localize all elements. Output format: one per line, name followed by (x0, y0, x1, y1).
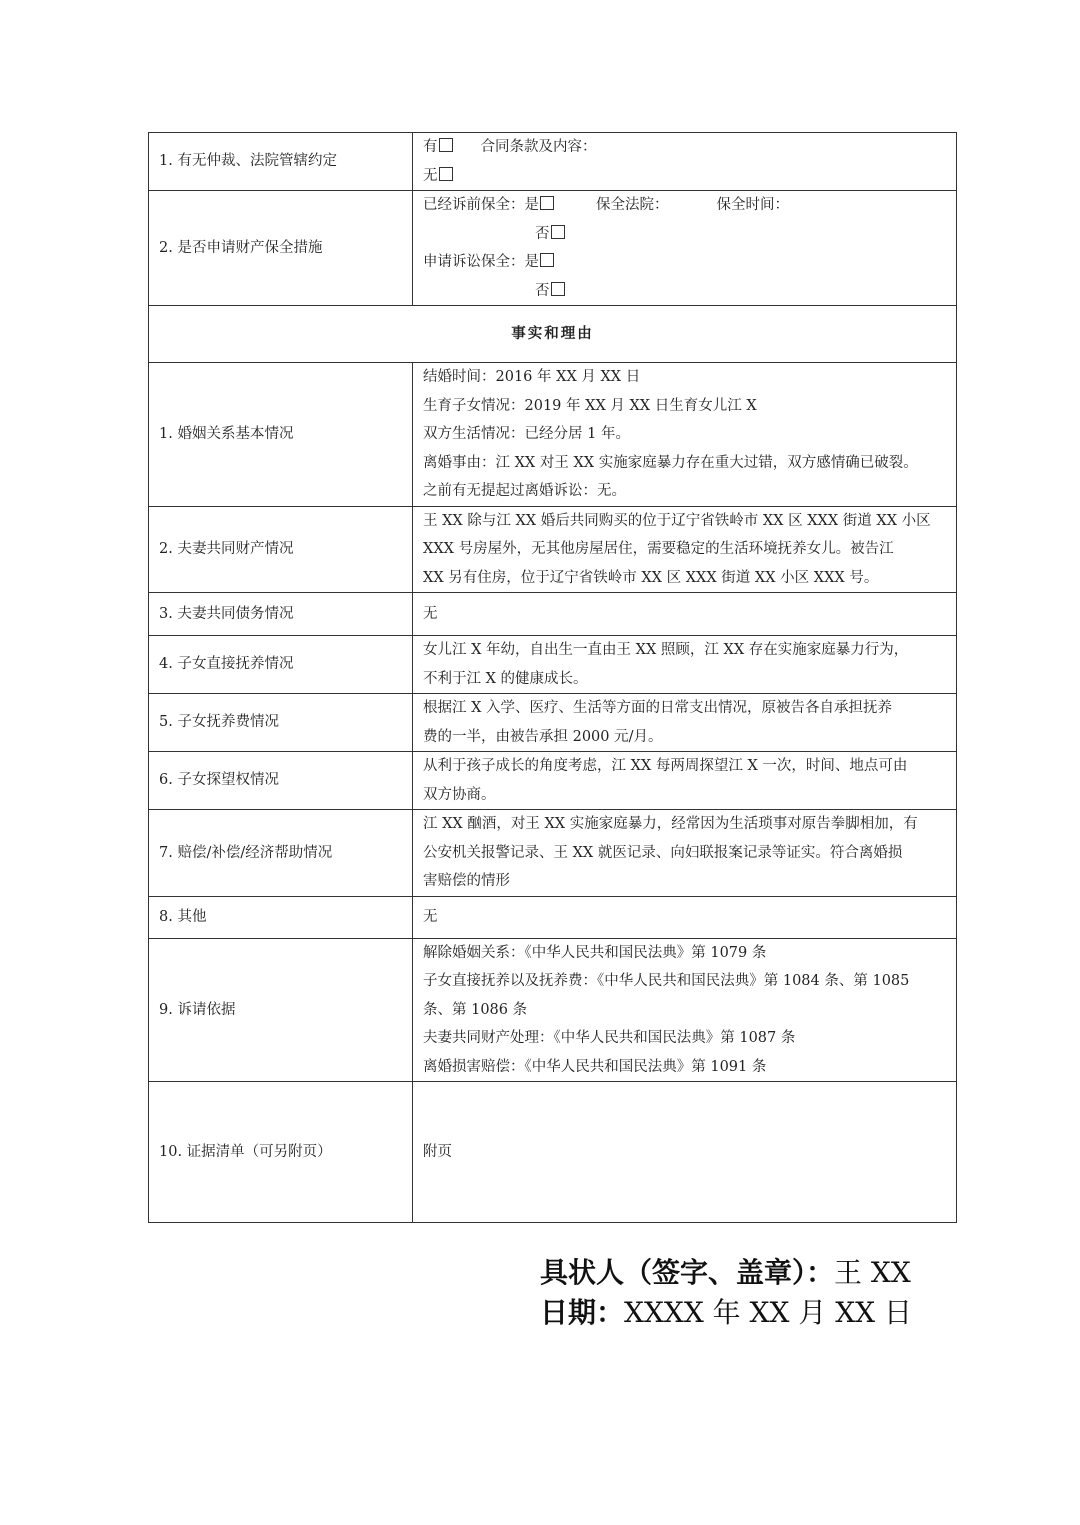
content-line: 双方协商。 (423, 786, 496, 803)
row-content (413, 810, 957, 897)
row-content (413, 363, 957, 507)
content-line: 结婚时间：2016 年 XX 月 XX 日 (423, 369, 641, 385)
complaint-form-table (148, 132, 957, 1223)
facts-heading-row (149, 306, 957, 363)
signer-line (540, 1253, 912, 1293)
checkbox-litig-yes[interactable] (540, 253, 554, 267)
row-label: 3. 夫妻共同债务情况 (149, 593, 413, 636)
content-line: 江 XX 酗酒，对王 XX 实施家庭暴力，经常因为生活琐事对原告拳脚相加，有 (423, 816, 918, 832)
table-row (149, 636, 957, 694)
contract-clause-label: 合同条款及内容： (480, 139, 597, 155)
facts-and-reasons-heading: 事实和理由 (149, 306, 957, 363)
preservation-time-label: 保全时间： (716, 197, 789, 213)
row-content (413, 694, 957, 752)
preservation-content (413, 191, 957, 306)
date-value: XXXX 年 XX 月 XX 日 (624, 1296, 912, 1329)
content-line: 根据江 X 入学、医疗、生活等方面的日常支出情况，原被告各自承担抚养 (423, 700, 893, 716)
pre-no-label: 否 (535, 225, 550, 242)
table-row (149, 938, 957, 1082)
row-label: 6. 子女探望权情况 (149, 752, 413, 810)
table-row (149, 896, 957, 938)
content-line: 子女直接抚养以及抚养费：《中华人民共和国民法典》第 1084 条、第 1085 (423, 973, 910, 989)
row-content (413, 593, 957, 636)
jurisdiction-row (149, 133, 957, 191)
date-label: 日期： (540, 1296, 625, 1329)
content-line: 不利于江 X 的健康成长。 (423, 670, 588, 687)
content-line: XXX 号房屋外，无其他房屋居住，需要稳定的生活环境抚养女儿。被告江 (423, 541, 894, 557)
litigation-preservation-label: 申请诉讼保全：是 (423, 254, 539, 270)
checkbox-pre-no[interactable] (551, 225, 565, 239)
content-line: 离婚事由：江 XX 对王 XX 实施家庭暴力存在重大过错，双方感情确已破裂。 (423, 454, 918, 471)
pre-litigation-label: 已经诉前保全：是 (423, 197, 539, 213)
row-content (413, 506, 957, 593)
row-label: 5. 子女抚养费情况 (149, 694, 413, 752)
table-row (149, 593, 957, 636)
signer-name: 王 XX (834, 1256, 911, 1289)
checkbox-litig-no[interactable] (551, 282, 565, 296)
content-line: XX 另有住房，位于辽宁省铁岭市 XX 区 XXX 街道 XX 小区 XXX 号。 (423, 569, 879, 586)
content-line: 公安机关报警记录、王 XX 就医记录、向妇联报案记录等证实。符合离婚损 (423, 844, 903, 861)
content-line: 无 (423, 605, 438, 622)
checkbox-yes[interactable] (439, 138, 453, 152)
row-label: 4. 子女直接抚养情况 (149, 636, 413, 694)
option-yes-label: 有 (423, 139, 438, 155)
content-line: 夫妻共同财产处理：《中华人民共和国民法典》第 1087 条 (423, 1030, 796, 1046)
row-label: 9. 诉请依据 (149, 938, 413, 1082)
content-line: 无 (423, 908, 438, 925)
signature-block (540, 1253, 912, 1333)
row-label: 10. 证据清单（可另附页） (149, 1082, 413, 1223)
table-row (149, 1082, 957, 1223)
litig-no-label: 否 (535, 282, 550, 299)
content-line: 从利于孩子成长的角度考虑，江 XX 每两周探望江 X 一次，时间、地点可由 (423, 758, 908, 774)
content-line: 条、第 1086 条 (423, 1001, 528, 1018)
row-label: 8. 其他 (149, 896, 413, 938)
signer-label: 具状人（签字、盖章）： (540, 1256, 835, 1289)
table-row (149, 694, 957, 752)
content-line: 之前有无提起过离婚诉讼：无。 (423, 483, 626, 499)
content-line: 附页 (423, 1143, 452, 1160)
row-content (413, 1082, 957, 1223)
checkbox-pre-yes[interactable] (540, 196, 554, 210)
content-line: 双方生活情况：已经分居 1 年。 (423, 426, 630, 442)
row-content (413, 938, 957, 1082)
row-label: 7. 赔偿/补偿/经济帮助情况 (149, 810, 413, 897)
row-content (413, 636, 957, 694)
row-label: 2. 夫妻共同财产情况 (149, 506, 413, 593)
content-line: 解除婚姻关系：《中华人民共和国民法典》第 1079 条 (423, 944, 767, 961)
table-row (149, 363, 957, 507)
date-line (540, 1293, 912, 1333)
content-line: 离婚损害赔偿：《中华人民共和国民法典》第 1091 条 (423, 1058, 767, 1075)
row-content (413, 752, 957, 810)
preservation-row (149, 191, 957, 306)
table-row (149, 752, 957, 810)
table-row (149, 506, 957, 593)
content-line: 王 XX 除与江 XX 婚后共同购买的位于辽宁省铁岭市 XX 区 XXX 街道 XX 小区 (423, 512, 931, 529)
jurisdiction-content (413, 133, 957, 191)
content-line: 生育子女情况：2019 年 XX 月 XX 日生育女儿江 X (423, 397, 757, 414)
row-content (413, 896, 957, 938)
content-line: 害赔偿的情形 (423, 873, 510, 889)
content-line: 女儿江 X 年幼，自出生一直由王 XX 照顾，江 XX 存在实施家庭暴力行为， (423, 642, 909, 658)
checkbox-no[interactable] (439, 167, 453, 181)
preservation-court-label: 保全法院： (596, 197, 669, 213)
row-label: 1. 婚姻关系基本情况 (149, 363, 413, 507)
jurisdiction-label: 1. 有无仲裁、法院管辖约定 (149, 133, 413, 191)
content-line: 费的一半，由被告承担 2000 元/月。 (423, 728, 663, 745)
preservation-label: 2. 是否申请财产保全措施 (149, 191, 413, 306)
option-no-label: 无 (423, 167, 438, 184)
table-row (149, 810, 957, 897)
